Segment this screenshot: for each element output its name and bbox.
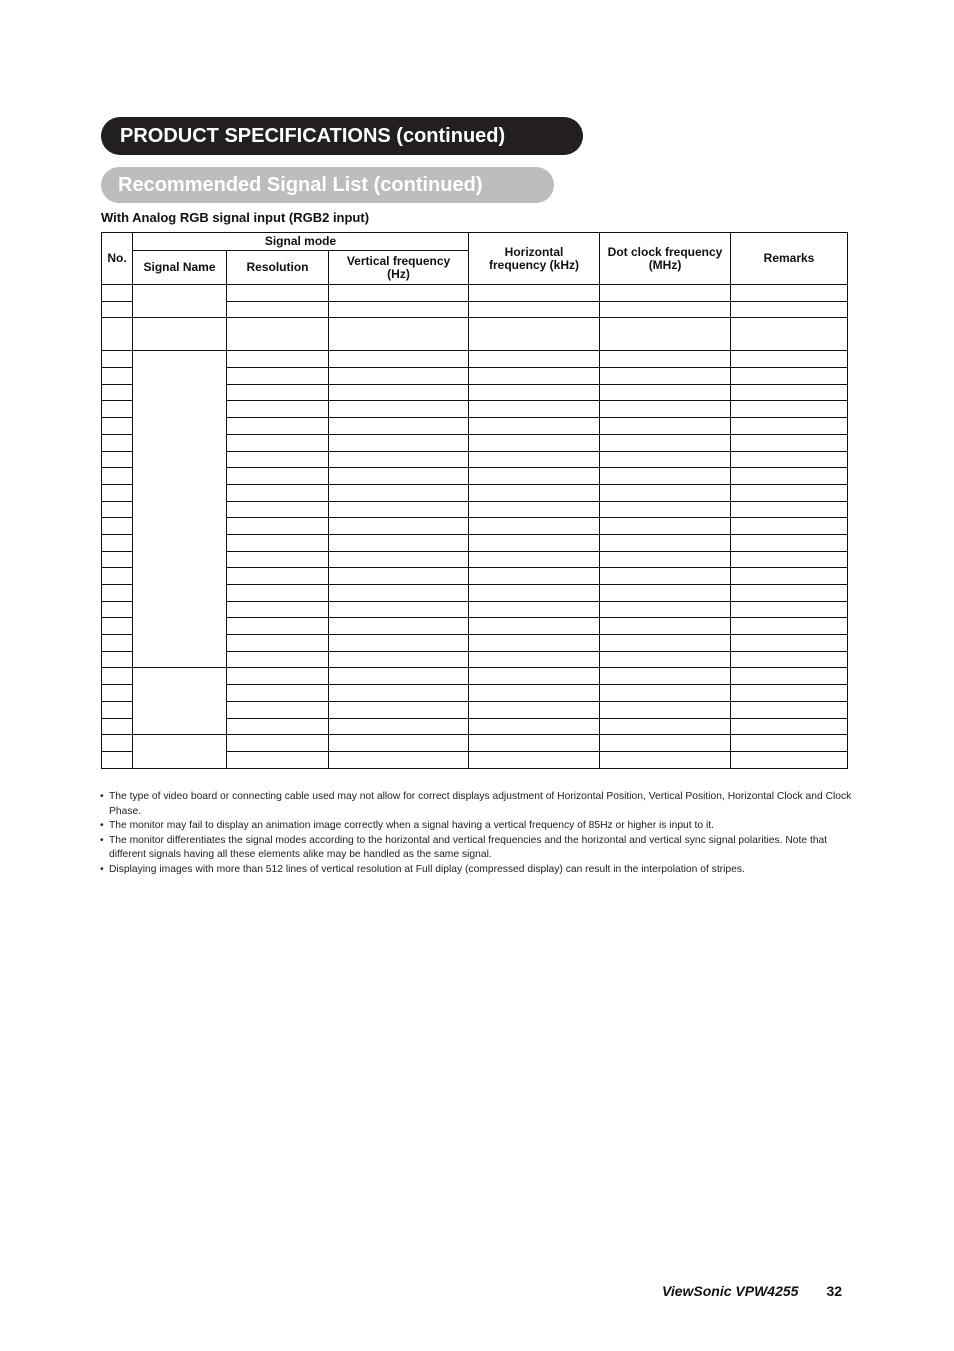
page-number: 32: [826, 1283, 843, 1299]
signal-list-table: [101, 232, 848, 769]
section-banner: [101, 117, 583, 155]
notes-list: [100, 790, 852, 877]
section-title: PRODUCT SPECIFICATIONS (continued): [120, 125, 506, 147]
table-caption: With Analog RGB signal input (RGB2 input): [101, 210, 370, 225]
table-row: [102, 285, 848, 302]
footer-brand-model: ViewSonic VPW4255: [662, 1283, 799, 1299]
subsection-banner: [101, 167, 554, 203]
header-horizontal-frequency: Horizontal frequency (kHz): [469, 233, 600, 285]
note-item: • The monitor differentiates the signal modes according to the horizontal and vertical frequencies and the horizontal and vertical sync signal polarities. Note that different signals having all these elements alike may be handled as the same signal.: [100, 834, 852, 863]
table-row: [102, 735, 848, 752]
table-row: [102, 668, 848, 685]
table-header-row: [102, 233, 848, 251]
note-item: • Displaying images with more than 512 lines of vertical resolution at Full diplay (compressed display) can result in the interpolation of stripes.: [100, 863, 852, 878]
table-body: [102, 285, 848, 769]
table-row: [102, 318, 848, 351]
note-item: • The type of video board or connecting cable used may not allow for correct displays adjustment of Horizontal Position, Vertical Position, Horizontal Clock and Clock Phase.: [100, 790, 852, 819]
header-dot-clock: Dot clock frequency (MHz): [600, 233, 731, 285]
page-footer: [662, 1283, 842, 1299]
header-resolution: Resolution: [227, 251, 329, 285]
note-item: • The monitor may fail to display an animation image correctly when a signal having a vertical frequency of 85Hz or higher is input to it.: [100, 819, 852, 834]
header-signal-mode: Signal mode: [133, 233, 469, 251]
table-row: [102, 351, 848, 368]
header-remarks: Remarks: [731, 233, 848, 285]
header-no: No.: [102, 233, 133, 285]
header-signal-name: Signal Name: [133, 251, 227, 285]
subsection-title: Recommended Signal List (continued): [118, 174, 483, 196]
header-vertical-frequency: Vertical frequency (Hz): [329, 251, 469, 285]
